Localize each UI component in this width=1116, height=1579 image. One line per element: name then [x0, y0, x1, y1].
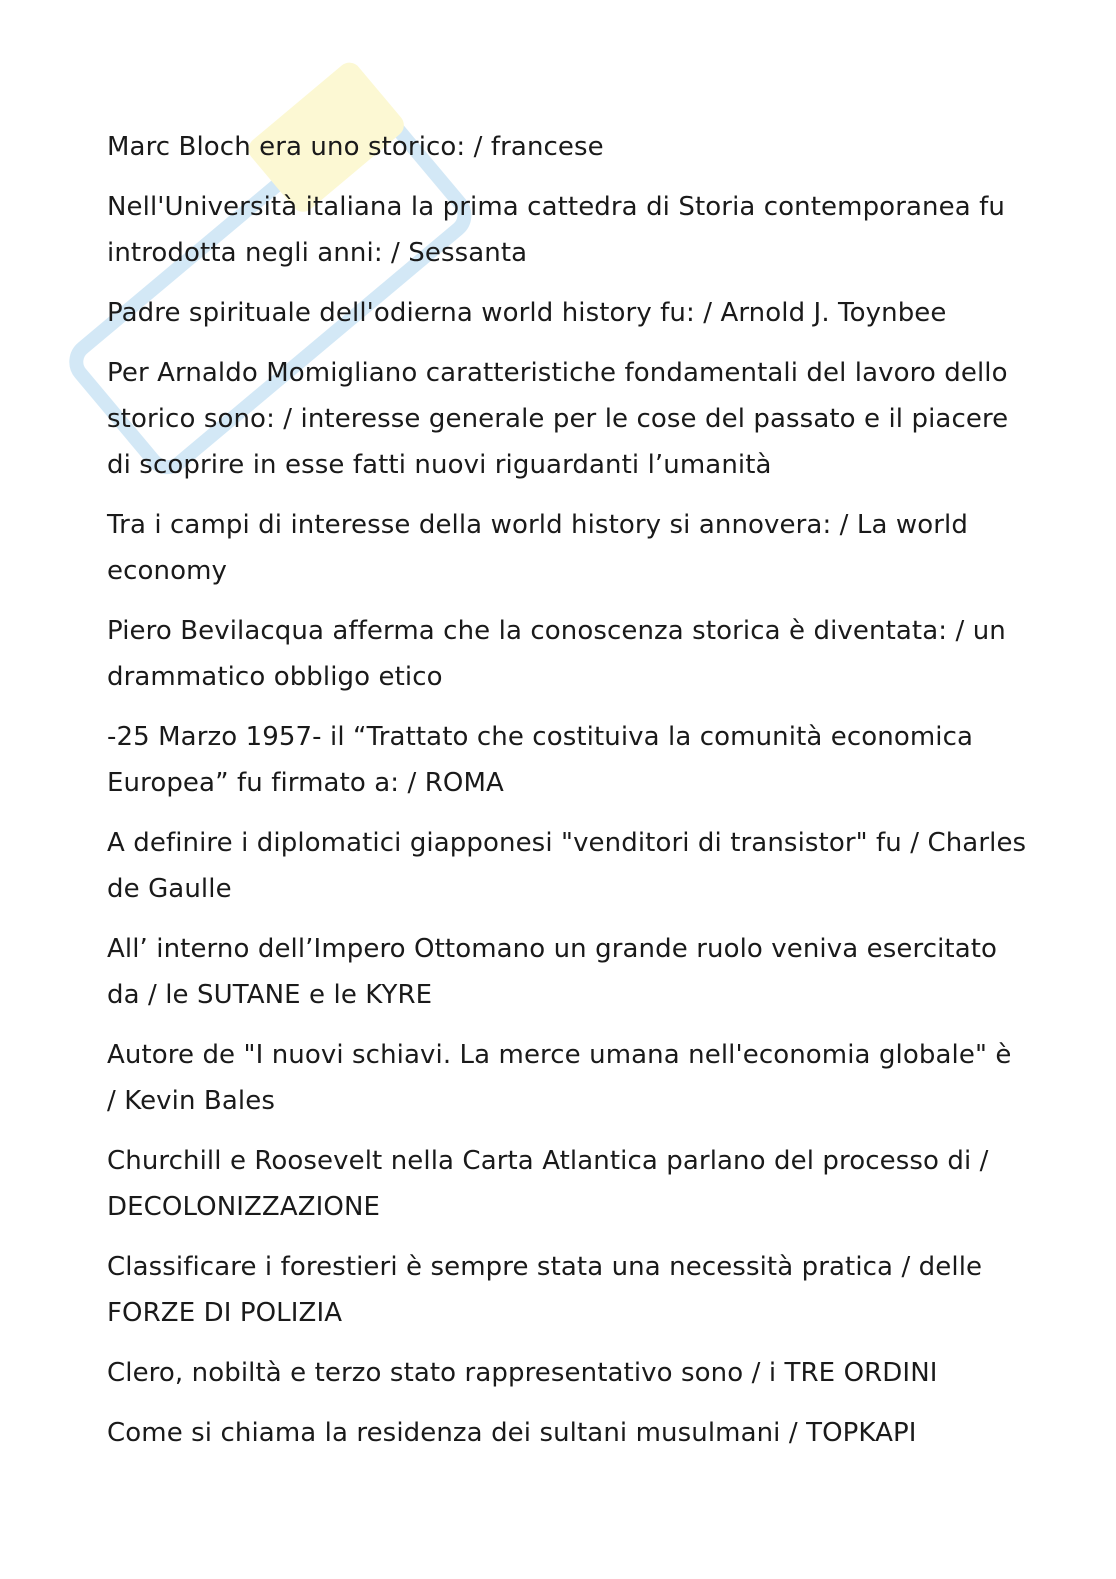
- qa-item: Marc Bloch era uno storico: / francese: [107, 132, 604, 162]
- qa-item: Per Arnaldo Momigliano caratteristiche fondamentali del lavoro dello storico sono: / interesse generale per le cose del passato e il piacere di scoprire in esse fatti nuovi riguardanti l’umanità: [107, 358, 1009, 480]
- qa-item: A definire i diplomatici giapponesi "venditori di transistor" fu / Charles de Gaulle: [107, 828, 1027, 904]
- qa-item: Autore de "I nuovi schiavi. La merce umana nell'economia globale" è / Kevin Bales: [107, 1040, 1012, 1116]
- qa-item: All’ interno dell’Impero Ottomano un grande ruolo veniva esercitato da / le SUTANE e le KYRE: [107, 934, 998, 1010]
- qa-item: Clero, nobiltà e terzo stato rappresentativo sono / i TRE ORDINI: [107, 1358, 938, 1388]
- qa-item: -25 Marzo 1957- il “Trattato che costituiva la comunità economica Europea” fu firmato a: / ROMA: [107, 722, 974, 798]
- qa-item: Padre spirituale dell'odierna world history fu: / Arnold J. Toynbee: [107, 298, 947, 328]
- qa-item: Classificare i forestieri è sempre stata una necessità pratica / delle FORZE DI POLIZIA: [107, 1252, 983, 1328]
- qa-item: Piero Bevilacqua afferma che la conoscenza storica è diventata: / un drammatico obbligo etico: [107, 616, 1006, 692]
- qa-item: Churchill e Roosevelt nella Carta Atlantica parlano del processo di / DECOLONIZZAZIONE: [107, 1146, 989, 1222]
- question-answer-list: [107, 124, 1027, 1470]
- qa-item: Nell'Università italiana la prima cattedra di Storia contemporanea fu introdotta negli anni: / Sessanta: [107, 192, 1005, 268]
- qa-item: Tra i campi di interesse della world history si annovera: / La world economy: [107, 510, 968, 586]
- qa-item: Come si chiama la residenza dei sultani musulmani / TOPKAPI: [107, 1418, 917, 1448]
